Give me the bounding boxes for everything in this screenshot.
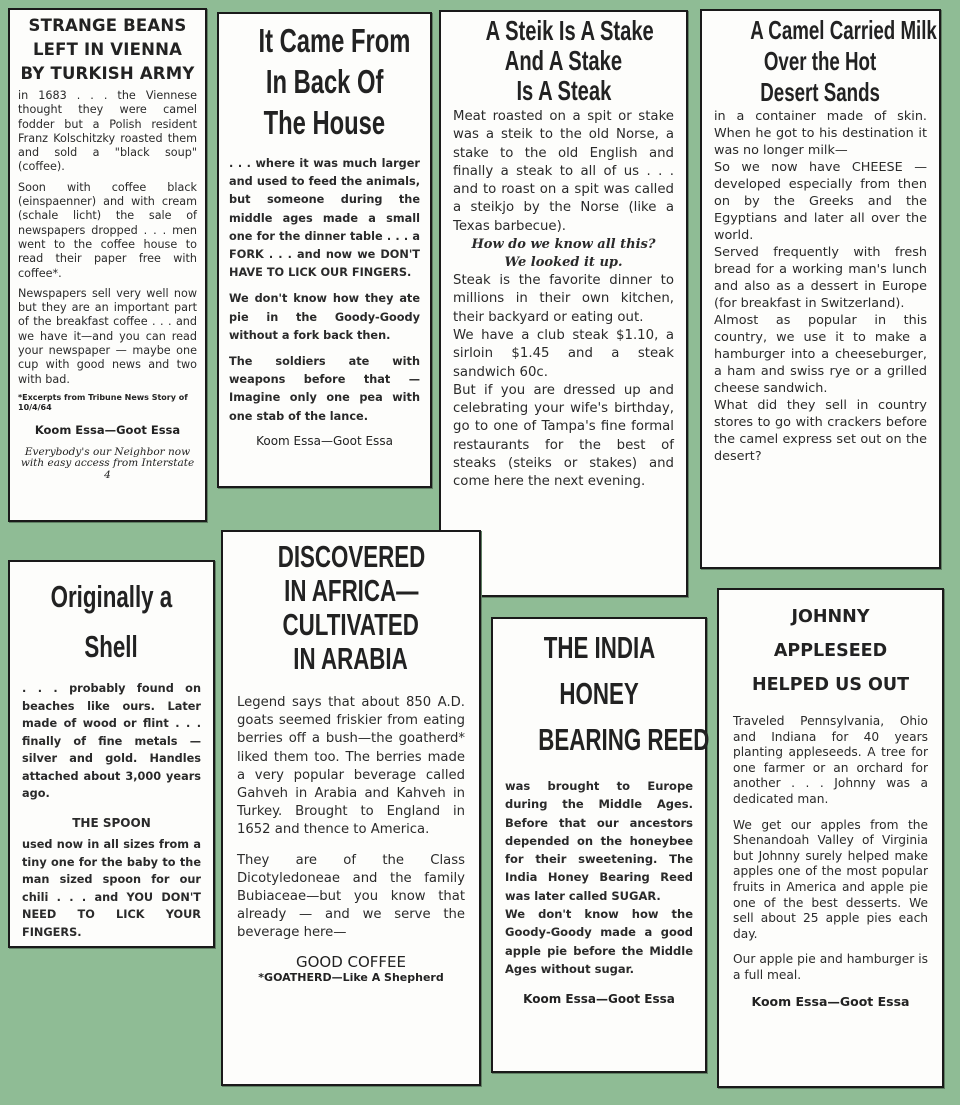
italic-line: We looked it up. (504, 255, 623, 271)
article-body (453, 108, 674, 492)
paragraph: We don't know how the Goody-Goody made a good apple pie before the Middle Ages without sugar. (505, 907, 693, 976)
headline-line: DISCOVERED (277, 539, 425, 574)
paragraph: in a container made of skin. When he got to his destination it was no longer milk— (714, 109, 927, 158)
footnote: *GOATHERD—Like A Shepherd (258, 970, 444, 984)
headline (714, 15, 937, 108)
clipping-strange-beans (8, 8, 207, 522)
paragraph: . . . probably found on beaches like ours. Later made of wood or flint . . . finally of fine metals — silver and gold. Handles attached about 3,000 years ago. (22, 682, 201, 800)
headline (505, 625, 710, 763)
paragraph: They are of the Class Dicotyledoneae and the family Bubiaceae—but you know that already — and we serve the beverage here— (237, 852, 465, 941)
headline (453, 16, 674, 106)
headline-line: Is A Steak (516, 75, 611, 106)
headline-line: And A Stake (504, 45, 623, 76)
paragraph: We have a club steak $1.10, a sirloin $1.45 and a steak sandwich 60c. (453, 327, 674, 380)
headline (18, 14, 197, 86)
clipping-appleseed (717, 588, 944, 1088)
headline (733, 600, 928, 702)
paragraph: Steak is the favorite dinner to millions in their own kitchen, their backyard or eating out. (453, 273, 674, 325)
subhead: THE SPOON (72, 815, 151, 830)
paragraph: was brought to Europe during the Middle Ages. Before that our ancestors depended on the honeybee for their sweetening. The India Honey Bearing Reed was later called SUGAR. (505, 779, 693, 903)
paragraph: But if you are dressed up and celebrating your wife's birthday, go to one of Tampa's fine formal restaurants for the best of steaks (steiks or stakes) and come here the next evening. (453, 382, 674, 490)
paragraph: used now in all sizes from a tiny one for the baby to the man sized spoon for our chili . . . and YOU DON'T NEED TO LICK YOUR FINGERS. (22, 838, 201, 939)
headline-line: Originally a (50, 579, 173, 614)
paragraph: Traveled Pennsylvania, Ohio and Indiana for 40 years planting appleseeds. A tree for one farmer or an orchard for another . . . Johnny was a dedicated man. (733, 714, 928, 806)
headline-line: APPLESEED (773, 641, 888, 661)
headline-line: HONEY (559, 676, 639, 711)
paragraph: Legend says that about 850 A.D. goats seemed friskier from eating berries off a bush—the goatherd* liked them too. The berries made a very popular beverage called Gahveh in Arabia and Kahveh in Turkey. Brought to England in 1652 and thence to America. (237, 695, 465, 838)
headline-line: CULTIVATED (282, 607, 420, 642)
headline-line: STRANGE BEANS (28, 16, 187, 35)
headline (22, 572, 201, 672)
headline-line: HELPED US OUT (751, 675, 910, 695)
headline-line: In Back Of (265, 63, 384, 100)
signature: Koom Essa—Goot Essa (34, 422, 181, 437)
article-body (229, 155, 420, 426)
paragraph: Our apple pie and hamburger is a full meal. (733, 952, 928, 982)
headline-line: Over the Hot (764, 46, 877, 76)
paragraph: Served frequently with fresh bread for a working man's lunch and also as a dessert in Europe (for breakfast in Switzerland). (714, 245, 927, 311)
article-body (18, 89, 197, 387)
headline-line: IN ARABIA (293, 641, 409, 676)
headline-line: JOHNNY (791, 607, 870, 627)
footnote: *Excerpts from Tribune News Story of 10/4/64 (18, 392, 188, 412)
paragraph: Soon with coffee black (einspaenner) and with cream (schale licht) the sale of newspapers dropped . . . men went to the coffee house to read their paper free with coffee*. (18, 180, 197, 280)
signature: Koom Essa—Goot Essa (751, 993, 910, 1009)
clipping-coffee (221, 530, 481, 1086)
headline-line: Shell (84, 629, 139, 664)
article-body (714, 108, 927, 465)
clipping-spoon (8, 560, 215, 948)
headline-line: A Steik Is A Stake (485, 15, 654, 46)
paragraph: Newspapers sell very well now but they are an important part of the breakfast coffee . . . and we have it—and you can read your newspaper — maybe one cup with good news and two with bad. (18, 286, 197, 386)
headline-line: LEFT IN VIENNA (32, 40, 183, 59)
paragraph: Meat roasted on a spit or stake was a steik to the old Norse, a stake to the old English and finally a steak to all of us . . . and to roast on a spit was called a steikjo by the Norse (like a Texas barbecue). (453, 109, 674, 234)
signature: Koom Essa—Goot Essa (256, 433, 393, 448)
headline-line: It Came From (258, 22, 411, 59)
paragraph: What did they sell in country stores to go with crackers before the camel express set out on the desert? (714, 398, 927, 464)
headline-line: The House (263, 104, 386, 141)
headline-line: A Camel Carried Milk (750, 15, 937, 45)
paragraph: The soldiers ate with weapons before that — Imagine only one pea with one stab of the lance. (229, 355, 420, 423)
clipping-fork (217, 12, 432, 488)
paragraph: . . . where it was much larger and used to feed the animals, but someone during the middle ages made a small one for the dinner table . . . a FORK . . . and now we DON'T HAVE TO LICK OUR FINGERS. (229, 157, 420, 280)
paragraph: So we now have CHEESE — developed especially from then on by the Greeks and the Egyptians and later all over the world. (714, 160, 927, 243)
article-body (237, 694, 465, 943)
article-body (22, 680, 201, 941)
headline (237, 540, 465, 676)
headline-line: BY TURKISH ARMY (20, 64, 195, 83)
italic-line: How do we know all this? (471, 237, 656, 253)
headline (229, 20, 420, 143)
tagline: Everybody's our Neighbor now with easy access from Interstate 4 (20, 445, 195, 481)
paragraph: We get our apples from the Shenandoah Valley of Virginia but Johnny surely helped make apples one of the most popular fruits in America and apple pie one of the best desserts. We sell about 25 apple pies each day. (733, 817, 928, 941)
clipping-steak (439, 10, 688, 597)
paragraph: Almost as popular in this country, we use it to make a hamburger into a cheeseburger, a ham and swiss rye or a grilled cheese sandwich. (714, 313, 927, 396)
headline-line: IN AFRICA— (283, 573, 419, 608)
paragraph: in 1683 . . . the Viennese thought they were camel fodder but a Polish resident Franz Kolschitzky roasted them and sold a "black soup" (coffee). (18, 89, 197, 174)
headline-line: THE INDIA (543, 630, 655, 665)
signature: Koom Essa—Goot Essa (523, 992, 675, 1007)
headline-line: Desert Sands (760, 77, 881, 107)
clipping-sugar (491, 617, 710, 1073)
article-body (733, 714, 928, 984)
article-body (505, 777, 693, 978)
closing-line: GOOD COFFEE (295, 952, 407, 971)
clipping-cheese (700, 9, 941, 569)
headline-line: BEARING REED (538, 722, 710, 757)
paragraph: We don't know how they ate pie in the Goody-Goody without a fork back then. (229, 292, 420, 342)
